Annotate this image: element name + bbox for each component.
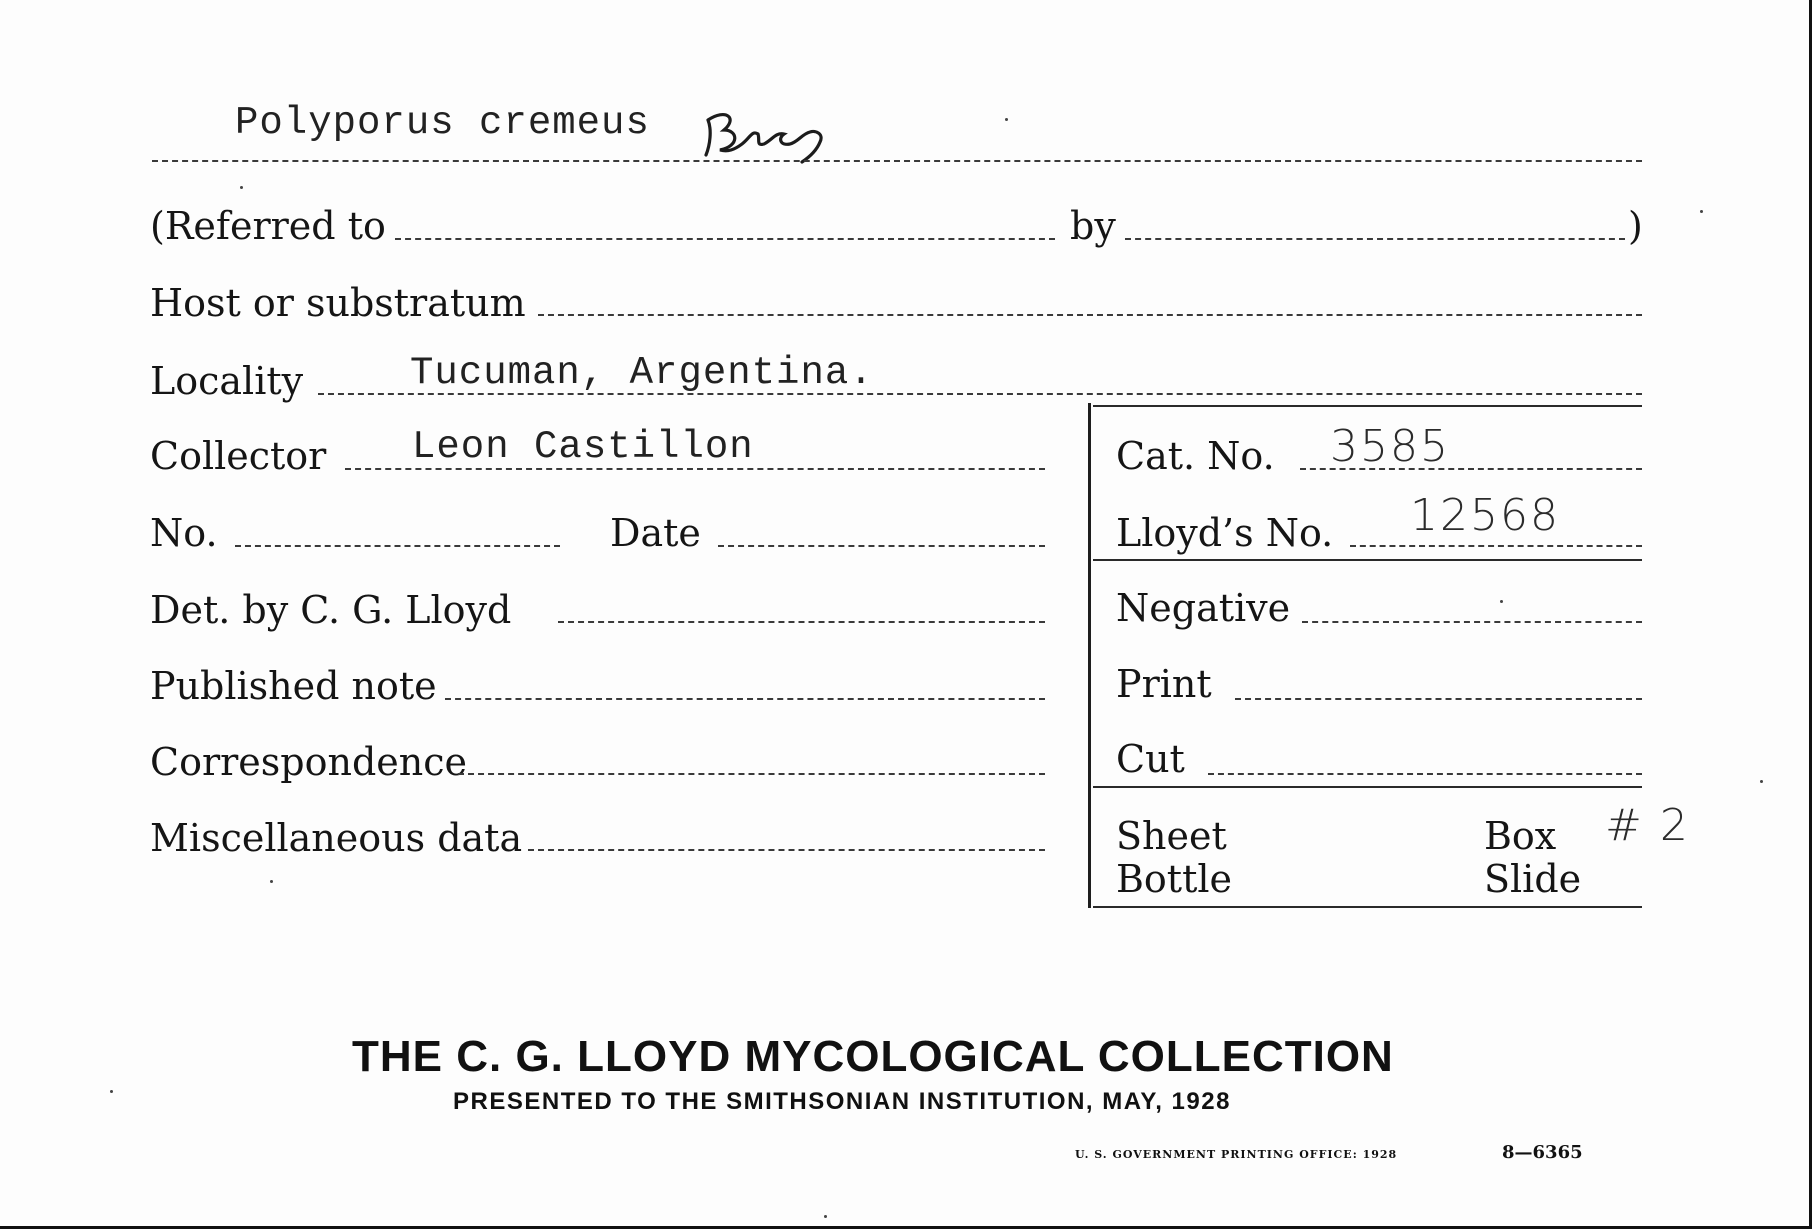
box-label: Box (1484, 814, 1557, 858)
species-name: Polyporus cremeus (235, 101, 650, 145)
side-box-mid-rule (1093, 559, 1642, 561)
sheet-label: Sheet (1116, 814, 1227, 858)
bottle-label: Bottle (1116, 857, 1232, 901)
print-line (1235, 698, 1642, 700)
scan-speck (1700, 210, 1703, 213)
lloyds-no-line (1350, 545, 1642, 547)
scan-speck (824, 1215, 827, 1218)
form-number: 8—6365 (1502, 1142, 1583, 1163)
no-label: No. (150, 511, 218, 555)
collection-subtitle: PRESENTED TO THE SMITHSONIAN INSTITUTION, MAY, 1928 (453, 1088, 1231, 1115)
collector-value: Leon Castillon (412, 425, 754, 469)
referred-to-label: (Referred to (150, 204, 386, 248)
date-label: Date (610, 511, 701, 555)
box-number-value: # 2 (1605, 800, 1690, 851)
scan-speck (1005, 118, 1008, 121)
collection-title: THE C. G. LLOYD MYCOLOGICAL COLLECTION (352, 1032, 1394, 1081)
correspondence-label: Correspondence (150, 740, 468, 784)
species-line (152, 160, 1642, 162)
date-line (718, 545, 1045, 547)
host-line (538, 314, 1642, 316)
side-box-bottom-rule (1093, 906, 1642, 908)
scan-speck (1760, 780, 1763, 783)
negative-label: Negative (1116, 586, 1291, 630)
published-note-label: Published note (150, 664, 437, 708)
referred-to-line (395, 238, 1055, 240)
det-by-line (558, 621, 1045, 623)
locality-label: Locality (150, 359, 304, 403)
collector-line (345, 468, 1045, 470)
lloyds-no-label: Lloyd’s No. (1116, 511, 1334, 555)
cut-line (1208, 773, 1642, 775)
no-line (235, 545, 560, 547)
lloyds-no-value: 12568 (1410, 490, 1560, 541)
correspondence-line (458, 773, 1045, 775)
scan-speck (270, 880, 273, 883)
collector-label: Collector (150, 434, 327, 478)
side-box-top-rule (1093, 405, 1642, 407)
published-note-line (445, 698, 1045, 700)
negative-line (1302, 621, 1642, 623)
side-box-divider (1088, 403, 1091, 908)
locality-line (318, 393, 1642, 395)
locality-value: Tucuman, Argentina. (410, 351, 874, 395)
cat-no-line (1300, 468, 1642, 470)
slide-label: Slide (1484, 857, 1582, 901)
cut-label: Cut (1116, 737, 1185, 781)
printer-imprint: U. S. GOVERNMENT PRINTING OFFICE: 1928 (1075, 1148, 1398, 1161)
by-line (1125, 238, 1625, 240)
by-label: by (1070, 204, 1116, 248)
close-paren: ) (1628, 204, 1643, 248)
misc-data-label: Miscellaneous data (150, 816, 523, 860)
det-by-label: Det. by C. G. Lloyd (150, 588, 512, 632)
cat-no-label: Cat. No. (1116, 434, 1275, 478)
host-label: Host or substratum (150, 281, 526, 325)
side-box-lower-rule (1093, 786, 1642, 788)
misc-data-line (528, 849, 1045, 851)
cat-no-value: 3585 (1330, 421, 1450, 472)
print-label: Print (1116, 662, 1212, 706)
scan-speck (1500, 600, 1503, 603)
scan-speck (110, 1090, 113, 1093)
scan-speck (240, 186, 243, 189)
